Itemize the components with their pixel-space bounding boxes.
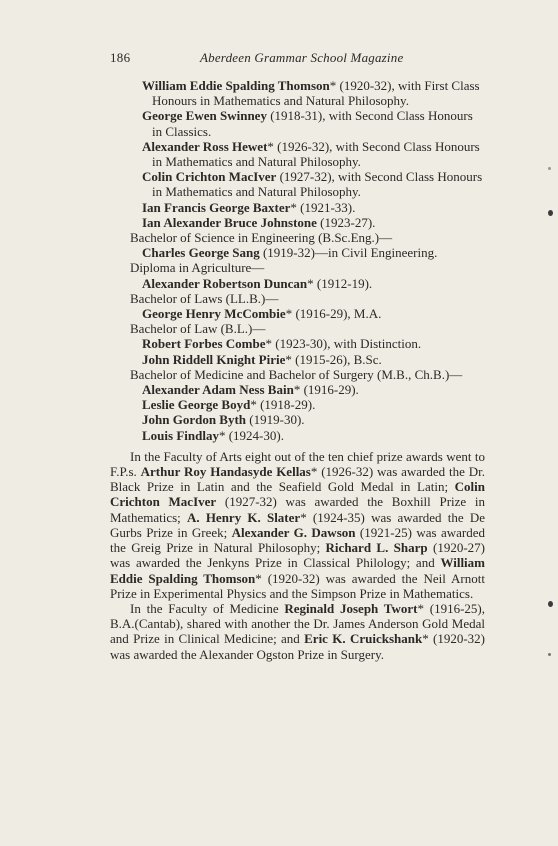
graduate-name: Charles George Sang [142,245,260,261]
scan-speck [548,653,551,656]
graduate-name: Ian Alexander Bruce Johnstone [142,214,317,230]
graduate-detail: * (1916-29). [293,382,359,398]
graduate-detail: (1919-30). [246,412,305,428]
degree-heading-llb: Bachelor of Laws (LL.B.)— [130,290,279,306]
list-item [110,139,485,169]
paragraph-text: * (1926-32) was awarded the Dr. Black Prize in Latin and the Seafield Gold Medal in Latin; [110,464,485,495]
scan-speck [548,167,551,170]
paragraph-text: In the Faculty of Medicine [130,600,285,616]
graduate-detail: (1923-27). [316,214,376,230]
list-item [110,412,485,427]
list-item [110,397,485,412]
graduate-name: Alexander Ross Hewet [142,138,268,154]
list-item [110,215,485,230]
paragraph-text: * (1920-32) was awarded the Neil Arnott Prize in Experimental Physics and the Simpson Prize in Mathematics. [110,570,485,601]
paragraph-text: * (1924-35) was awarded the De Gurbs Prize in Greek; [110,509,485,540]
paragraph-text: (1927-32) was awarded the Boxhill Prize in Mathematics; [110,494,485,525]
graduate-detail: (1927-32), with Second Class Honours in Mathematics and Natural Philosophy. [152,169,483,200]
graduate-name: Leslie George Boyd [142,397,251,413]
graduate-detail: (1918-31), with Second Class Honours in Classics. [152,108,473,139]
graduate-name: John Riddell Knight Pirie [142,351,286,367]
page-number: 186 [110,50,131,65]
graduate-name: Colin Crichton MacIver [142,169,277,185]
graduate-name: Alexander Adam Ness Bain [142,382,294,398]
list-item [110,306,485,321]
graduate-detail: * (1924-30). [218,427,284,443]
graduate-detail: * (1912-19). [307,275,373,291]
arts-prizes-paragraph [110,449,485,601]
paragraph-text: (1921-25) was awarded the Greig Prize in Natural Philosophy; [110,524,486,556]
list-item [110,428,485,443]
graduate-detail: * (1918-29). [250,397,316,413]
list-item [110,200,485,215]
list-item [110,352,485,367]
list-item [110,336,485,351]
paragraph-text: (1920-27) was awarded the Jenkyns Prize in Classical Philology; and [110,540,485,571]
degree-heading-bsc-eng: Bachelor of Science in Engineering (B.Sc.Eng.)— [130,230,393,246]
prize-winner-name: William Eddie Spalding Thomson [110,555,485,586]
page-header [110,50,490,68]
prize-winner-name: Richard L. Sharp [325,540,428,556]
graduate-name: Robert Forbes Combe [142,336,266,352]
graduate-detail: * (1921-33). [290,199,356,215]
prize-winner-name: Arthur Roy Handasyde Kellas [140,464,311,480]
scan-speck [548,601,553,607]
graduate-name: Louis Findlay [142,427,219,443]
page-content [110,78,485,662]
list-item [110,108,485,138]
paragraph-text: In the Faculty of Arts eight out of the ten chief prize awards went to F.P.s. [110,448,485,480]
honours-list [110,78,485,230]
list-item [110,169,485,199]
medicine-prizes-paragraph [110,601,485,662]
graduate-detail: * (1915-26), B.Sc. [285,351,382,367]
list-item [110,245,485,260]
prize-winner-name: Colin Crichton MacIver [110,479,485,510]
list-item [110,78,485,108]
prize-winner-name: Reginald Joseph Twort [284,600,418,616]
list-item [110,276,485,291]
graduate-detail: (1919-32)—in Civil Engineering. [259,245,438,261]
graduate-detail: * (1926-32), with Second Class Honours in Mathematics and Natural Philosophy. [152,138,480,170]
prize-winner-name: Eric K. Cruickshank [304,631,423,647]
graduate-detail: * (1916-29), M.A. [285,306,382,322]
graduate-name: George Henry McCombie [142,306,286,322]
graduate-detail: * (1923-30), with Distinction. [265,336,422,352]
graduate-name: George Ewen Swinney [142,108,267,124]
scan-speck [548,210,553,216]
degree-heading-mbchb: Bachelor of Medicine and Bachelor of Surgery (M.B., Ch.B.)— [130,366,463,382]
running-title: Aberdeen Grammar School Magazine [200,50,404,65]
paragraph-text: * (1920-32) was awarded the Alexander Ogston Prize in Surgery. [110,631,485,662]
paragraph-text: * (1916-25), B.A.(Cantab), shared with another the Dr. James Anderson Gold Medal and Prize in Clinical Medicine; and [110,600,485,647]
degree-heading-agriculture: Diploma in Agriculture— [130,260,265,276]
prize-winner-name: Alexander G. Dawson [231,524,356,540]
degree-heading-bl: Bachelor of Law (B.L.)— [130,321,266,337]
graduate-name: William Eddie Spalding Thomson [142,78,330,93]
graduate-detail: * (1920-32), with First Class Honours in Mathematics and Natural Philosophy. [152,78,480,109]
graduate-name: Ian Francis George Baxter [142,199,291,215]
list-item [110,382,485,397]
prize-winner-name: A. Henry K. Slater [186,509,301,525]
graduate-name: Alexander Robertson Duncan [142,275,308,291]
graduate-name: John Gordon Byth [142,412,247,428]
